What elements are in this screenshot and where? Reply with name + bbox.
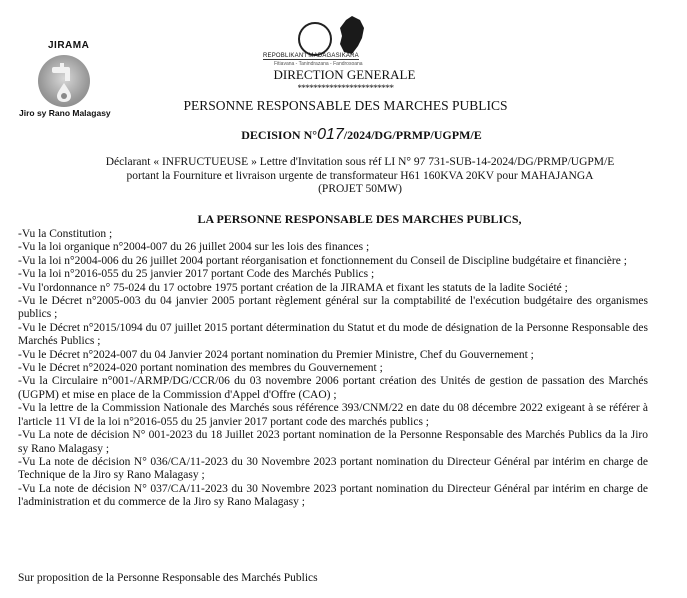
vu-item: -Vu la lettre de la Commission Nationale des Marchés sous référence 393/CNM/22 en date du 08 décembre 2022 exigeant à se référer à l'article 11 VI de la loi n°2016-055 du 25 janvier 2017 portant code des marchés publics ; xyxy=(18,402,648,428)
closing-line: Sur proposition de la Personne Responsable des Marchés Publics xyxy=(18,572,318,584)
vu-item: -Vu la Circulaire n°001-/ARMP/DG/CCR/06 du 03 novembre 2006 portant création des Unités de gestion de passation des Marchés (UGPM) et mise en place de la Commission d'Appel d'Offre (CAO) ; xyxy=(18,375,648,401)
separator-stars: ************************ xyxy=(297,83,394,93)
declarant-block xyxy=(60,156,660,197)
madagascar-map-icon xyxy=(330,14,370,56)
decision-number xyxy=(0,126,687,144)
decision-prefix: DECISION N° xyxy=(241,128,318,142)
vu-item: -Vu La note de décision N° 001-2023 du 18 Juillet 2023 portant nomination de la Personne Responsable des Marchés Publics da la Jiro sy Rano Malagasy ; xyxy=(18,429,648,455)
vu-item: -Vu le Décret n°2015/1094 du 07 juillet 2015 portant détermination du Statut et du mode de désignation de la Personne Responsable des Marchés Publics ; xyxy=(18,321,648,348)
org-tagline: Jiro sy Rano Malagasy xyxy=(19,108,111,118)
org-name: JIRAMA xyxy=(48,40,90,51)
vu-item: -Vu la loi n°2004-006 du 26 juillet 2004 portant réorganisation et fonctionnement du Conseil de Discipline budgétaire et financière ; xyxy=(18,254,627,267)
republic-motto: Fitiavana - Tanindrazana - Fandrosoana xyxy=(274,61,363,67)
vu-item: -Vu le Décret n°2005-003 du 04 janvier 2005 portant règlement général sur la comptabilité de l'exécution budgétaire des organismes publics ; xyxy=(18,295,648,321)
vu-item: -Vu l'ordonnance n° 75-024 du 17 octobre 1975 portant création de la JIRAMA et fixant les statuts de la ladite Société ; xyxy=(18,281,568,294)
republic-label: REPOBLIKAN'I MADAGASIKARA xyxy=(263,53,359,59)
declarant-line: (PROJET 50MW) xyxy=(318,183,402,195)
vu-item: -Vu La note de décision N° 037/CA/11-2023 du 30 Novembre 2023 portant nomination du Directeur Général par intérim en charge de l'administration et du commerce de la Jiro sy Rano Malagasy ; xyxy=(18,482,648,509)
vu-item: -Vu la loi organique n°2004-007 du 26 juillet 2004 sur les lois des finances ; xyxy=(18,241,370,254)
vu-item: -Vu la Constitution ; xyxy=(18,228,113,240)
declarant-line: Déclarant « INFRUCTUEUSE » Lettre d'Invitation sous réf LI N° 97 731-SUB-14-2024/DG/PRMP/UGPM/E xyxy=(105,156,615,168)
vu-item: -Vu La note de décision N° 036/CA/11-2023 du 30 Novembre 2023 portant nomination du Directeur Général par intérim en charge de Technique de la Jiro sy Rano Malagasy ; xyxy=(18,455,648,482)
vu-list xyxy=(18,228,648,510)
handwritten-number: 017 xyxy=(317,126,344,143)
section-heading: LA PERSONNE RESPONSABLE DES MARCHES PUBLICS, xyxy=(197,212,522,226)
vu-item: -Vu la loi n°2016-055 du 25 janvier 2017 portant Code des Marchés Publics ; xyxy=(18,268,375,281)
declarant-line: portant la Fourniture et livraison urgente de transformateur H61 160KVA 20KV pour MAHAJANGA xyxy=(126,169,594,182)
vu-item: -Vu le Décret n°2024-007 du 04 Janvier 2024 portant nomination du Premier Ministre, Chef du Gouvernement ; xyxy=(18,348,534,361)
republic-seal-icon xyxy=(298,22,332,56)
office-title: PERSONNE RESPONSABLE DES MARCHES PUBLICS xyxy=(183,98,508,113)
department-title: DIRECTION GENERALE xyxy=(273,67,416,82)
vu-item: -Vu le Décret n°2024-020 portant nomination des membres du Gouvernement ; xyxy=(18,362,383,375)
decision-suffix: /2024/DG/PRMP/UGPM/E xyxy=(343,128,482,142)
